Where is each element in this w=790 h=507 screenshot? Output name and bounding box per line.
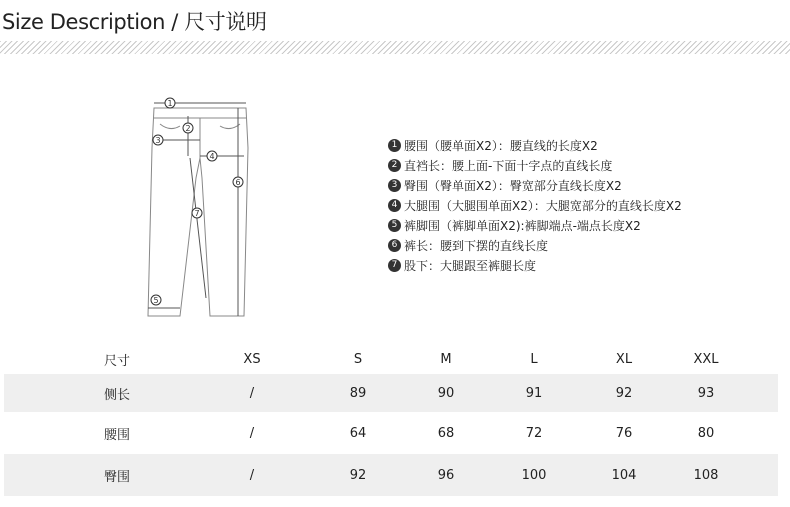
row-label: 臀围: [104, 469, 131, 485]
table-cell: 68: [437, 425, 455, 441]
table-cell: 92: [615, 385, 633, 401]
table-cell: /: [249, 467, 255, 483]
measurement-legend: [388, 135, 682, 275]
diagram-marker-label: 2: [185, 124, 191, 133]
table-row: [4, 374, 778, 412]
table-header-cell: M: [440, 351, 452, 367]
page-title: Size Description / 尺寸说明: [2, 10, 267, 34]
diagram-marker-label: 7: [194, 209, 200, 218]
legend-item: [388, 155, 682, 175]
table-cell: 108: [693, 467, 719, 483]
legend-text: 大腿围（大腿围单面X2）：大腿宽部分的直线长度X2: [404, 198, 682, 213]
number-badge: 4: [388, 199, 401, 212]
table-header-row: [4, 344, 778, 374]
legend-item: [388, 235, 682, 255]
number-badge: 5: [388, 219, 401, 232]
size-table: [4, 344, 778, 496]
table-cell: /: [249, 425, 255, 441]
legend-item: [388, 175, 682, 195]
legend-item: [388, 135, 682, 155]
number-badge: 2: [388, 159, 401, 172]
table-cell: 96: [437, 467, 455, 483]
hatch-divider: [0, 41, 790, 54]
pants-diagram: [140, 88, 260, 328]
legend-text: 腰围（腰单面X2）：腰直线的长度X2: [404, 138, 598, 153]
diagram-marker-4: [207, 151, 217, 161]
table-cell: 72: [525, 425, 543, 441]
legend-text: 股下：大腿跟至裤腿长度: [404, 258, 537, 273]
diagram-marker-label: 4: [209, 152, 215, 161]
table-header-cell: S: [353, 351, 363, 367]
table-row: [4, 454, 778, 496]
diagram-marker-6: [233, 177, 243, 187]
legend-item: [388, 195, 682, 215]
number-badge: 7: [388, 259, 401, 272]
diagram-marker-1: [165, 98, 175, 108]
diagram-marker-label: 6: [235, 178, 241, 187]
pocket-left: [160, 124, 180, 129]
table-cell: /: [249, 385, 255, 401]
number-badge: 6: [388, 239, 401, 252]
row-label: 腰围: [104, 427, 131, 443]
table-cell: 80: [697, 425, 715, 441]
table-cell: 92: [349, 467, 367, 483]
diagram-marker-label: 3: [155, 136, 161, 145]
table-header-cell: L: [530, 351, 538, 367]
table-header-cell: 尺寸: [104, 353, 131, 369]
table-cell: 90: [437, 385, 455, 401]
table-header-cell: XS: [243, 351, 261, 367]
legend-item: [388, 215, 682, 235]
legend-item: [388, 255, 682, 275]
legend-text: 裤长：腰到下摆的直线长度: [404, 238, 549, 253]
table-cell: 89: [349, 385, 367, 401]
number-badge: 1: [388, 139, 401, 152]
table-cell: 76: [615, 425, 633, 441]
table-row: [4, 412, 778, 454]
diagram-marker-7: [192, 208, 202, 218]
table-header-cell: XL: [615, 351, 633, 367]
legend-text: 裤脚围（裤脚单面X2):裤脚端点-端点长度X2: [404, 218, 641, 233]
table-cell: 64: [349, 425, 367, 441]
table-cell: 93: [697, 385, 715, 401]
number-badge: 3: [388, 179, 401, 192]
diagram-marker-label: 5: [153, 296, 159, 305]
diagram-marker-label: 1: [167, 99, 173, 108]
pocket-right: [220, 124, 240, 129]
table-cell: 100: [521, 467, 547, 483]
row-label: 侧长: [104, 387, 131, 403]
legend-text: 臀围（臀单面X2）：臀宽部分直线长度X2: [404, 178, 622, 193]
diagram-marker-5: [151, 295, 161, 305]
table-cell: 91: [525, 385, 543, 401]
table-cell: 104: [611, 467, 637, 483]
measure-inseam: [190, 158, 206, 298]
diagram-marker-2: [183, 123, 193, 133]
legend-text: 直裆长：腰上面-下面十字点的直线长度: [404, 158, 613, 173]
table-header-cell: XXL: [693, 351, 719, 367]
diagram-marker-3: [153, 135, 163, 145]
